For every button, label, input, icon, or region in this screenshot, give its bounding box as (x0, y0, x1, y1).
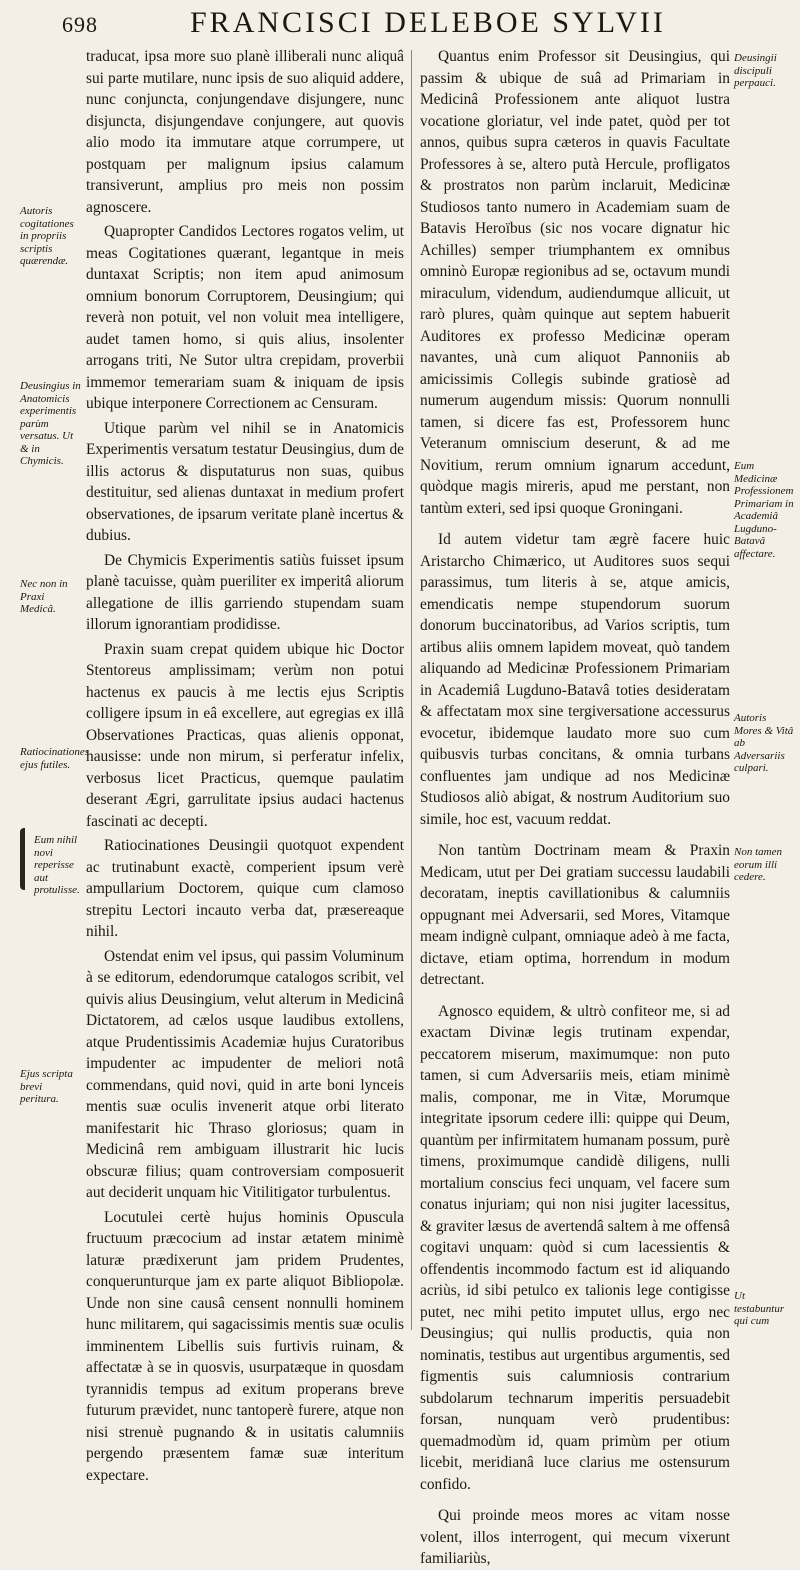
left-column (86, 46, 404, 1486)
column-divider (411, 50, 412, 1330)
margin-note: Ut testabuntur qui cum (734, 1290, 785, 1327)
paragraph: Non tantùm Doctrinam meam & Praxin Medicam, utut per Dei gratiam successu laudabili decoratam, ineptis cavillationibus & calumniis oppugnant mei Adversarii, sed Mores, Vitamque meam indignè culpant, omniaque adeò à me facta, dictave, etiam optima, horrendum in modum detrectant. (420, 842, 730, 988)
margin-note: Ratiocinationes ejus futiles. (20, 746, 90, 771)
paragraph: Ostendat enim vel ipsus, qui passim Voluminum à se editorum, edendorumque catalogos scribit, vel quivis alius Deusingium, velut alterum in Medicinâ Dictatorem, ad cælos usque laudibus extollens, atque Prudentissimis Academiæ hujus Curatoribus impudenter ac impudenter de meliori notâ commendans, quid novi, quid in arte boni lynceis mentis suæ oculis invenerit atque orbi literato manifestarit hic Thraso gloriosus; quam in Medicinâ rem ambiguam illustrarit hic lucis obscuræ filius; quam controversiam composuerit aut deciderit unquam hic Vitilitigator turbulentus. (86, 947, 404, 1201)
paragraph: Quantus enim Professor sit Deusingius, qui passim & ubique de suâ ad Primariam in Medicinâ Professionem ante aliquot lustra vocatione gloriatur, vel inde patet, quòd per tot annos, quibus supra cæteros in quavis Facultate Professores à se, altero putà Hercule, profligatos & prostratos non parùm inclaruit, Medicinæ Studiosos tanto numero in Academiam suam de Batavis Heroïbus (sic nos vocare dignatur hic Achilles) semper triumphantem ex omnibus omninò Europæ regionibus ad se, octavum mundi miraculum, videndum, audiendumque allicuit, ut rarò plures, quàm quinque aut septem habuerit Auditores ex professo Medicinæ operam navantes, unà cum aliquot Pannoniis ab amicissimis Collegis subinde gratiosè ad numerum augendum missis: Quorum nonnulli tamen, si dicere fas est, Professorem hunc Veteranum omniscium deserunt, & ad me Novitium, rerum omnium ignarum accedunt, quòdque magis mireris, apud me perstant, non tantùm exteri, sed ipsi quoque Groningani. (420, 48, 730, 517)
margin-note: Nec non in Praxi Medicâ. (20, 578, 68, 615)
paragraph: Qui proinde meos mores ac vitam nosse volent, illos interrogent, qui mecum vixerunt familiariùs, (420, 1507, 730, 1567)
paragraph: Quapropter Candidos Lectores rogatos velim, ut meas Cogitationes quærant, legantque in meis duntaxat Scriptis; non item apud animosum omnium bonorum Corruptorem, Deusingium; qui reverà non potuit, vel non voluit mea intelligere, audet tamen homo, si quis alius, insolenter arrogans triti, Ne Sutor ultra crepidam, proverbii immemor temerariam suam & iniquam de ipsis ubique interponere Correctionem ac Censuram. (86, 223, 404, 412)
margin-note: Ejus scripta brevi peritura. (20, 1068, 73, 1105)
right-column (420, 46, 730, 1570)
margin-note: Deusingii discipuli perpauci. (734, 52, 777, 89)
margin-note: Eum nihil novi reperisse aut protulisse. (34, 834, 80, 896)
margin-note: Non tamen eorum illi cedere. (734, 846, 782, 883)
paragraph: Agnosco equidem, & ultrò confiteor me, si ad exactam Divinæ legis trutinam expendar, peccatorem miserum, maximumque: non puto tamen, si cum Adversariis meis, etiam minimè malis, componar, me in Vitæ, Morumque integritate ipsorum cedere illi: quippe qui Deum, quantùm per infirmitatem humanam possum, purè timens, proximumque candidè diligens, nulli mortalium conscius feci unquam, vel facere sum conatus injuriam; qui non nisi jugiter lacessitus, & graviter læsus de avertendâ saltem à me offensâ cogitavi unquam: quòd si cum lacessientis & offendentis incommodo factum est id aliquando acriùs, id sibi petulco ex talionis lege contigisse putet, nec mihi petito imputet ullus, ergo nec Deusingius; qui nullis productis, quia non nominatis, testibus aut urgentibus argumentis, sed figmentis suis calumniosis contrarium subdolarum technarum imperitis persuadebit forsan, nunquam verò prudentibus: quemadmodùm id, quam primùm per otium licebit, meridianâ luce clarius me ostensurum confido. (420, 1002, 730, 1493)
paragraph: Locutulei certè hujus hominis Opuscula fructuum præcocium ad instar ætatem minimè laturæ prædixerunt jam pridem Prudentes, conquerunturque jam ex parte aliquot Bibliopolæ. Unde non sine causâ censent nonnulli hominem hunc militarem, qui sagacissimis mentis suæ oculis imminentem Libellis suis furtivis ruinam, & affectatæ à se in quosvis, usurpatæque in quosdam tyrannidis tempus ad exitum properans breve futurum prævidet, nunc tantoperè furere, atque non nisi strenuè pugnando & in usitatis calumniis pergendo præsentem famæ suæ interitum expectare. (86, 1208, 404, 1484)
ink-bracket-mark (20, 828, 35, 890)
page-number: 698 (62, 12, 98, 37)
margin-note: Deusingius in Anatomicis experimentis parùm versatus. Ut & in Chymicis. (20, 380, 81, 467)
paragraph: traducat, ipsa more suo planè illiberali nunc aliquâ sui parte mutilare, nunc ipsis de suo aliquid addere, nunc conjuncta, conjungendave disjungere, nunc disjuncta, disjungendave conjungere, aut quovis alio modo ita immutare atque corrumpere, ut postquam per malignum ipsius calamum transiverunt, amplius pro meis non possim agnoscere. (86, 48, 404, 216)
margin-note: Eum Medicinæ Professionem Primariam in Academiâ Lugduno-Batavâ affectare. (734, 460, 794, 560)
paragraph: Id autem videtur tam ægrè facere huic Aristarcho Chimærico, ut Auditores suos sequi parassimus, tum literis à se, atque amicis, emendicatis nempe stupendorum suorum donorum buccinatoribus, ad Varios scriptis, tum artibus aliis omnem lapidem moveat, quò tandem aliquando ad Medicinæ Professionem Primariam in Academiâ Lugduno-Batavâ toties desideratam & affectatam mox sine tergiversatione accessurus evocetur, ibidemque laudato more suo cum quibusvis turbas concitans, & omnia turbans confluentes jam undique ad nos Medicinæ Studiosos aliò abigat, & nostrum Auditorium suo simile, hoc est, vacuum reddat. (420, 531, 730, 828)
paragraph: De Chymicis Experimentis satiùs fuisset ipsum planè tacuisse, quàm pueriliter ex imperitâ aliorum allegatione de illis garriendo stupendam suam illorum ignorantiam prodidisse. (86, 551, 404, 633)
paragraph: Ratiocinationes Deusingii quotquot expendent ac trutinabunt exactè, comperient ipsum verè ampullarium Doctorem, quique cum clamoso strepitu Lectori incauto verba dat, præsereaque nihil. (86, 837, 404, 940)
margin-note: Autoris Mores & Vitâ ab Adversariis culpari. (734, 712, 794, 774)
running-title: FRANCISCI DELEBOE SYLVII (190, 6, 666, 39)
margin-note: Autoris cogitationes in propriis scriptis quærendæ. (20, 205, 74, 267)
paragraph: Utique parùm vel nihil se in Anatomicis Experimentis versatum testatur Deusingius, dum de illis actorus & disputaturus non suas, quibus destituitur, sed alienas duntaxat in medium profert observationes, de ipsarum veritate planè incertus & dubius. (86, 419, 405, 544)
paragraph: Praxin suam crepat quidem ubique hic Doctor Stentoreus amplissimam; verùm non potui hactenus ex paucis à me lectis ejus Scriptis colligere ipsum in eâ excellere, aut egregias ex illâ Observationes Practicas, quas alienis opponat, hausisse: unde non mirum, si perferatur infelix, verbosus licet Practicus, quemque paulatim deserant Ægri, garrulitate ipsius audaci hactenus fascinati ac decepti. (86, 640, 404, 830)
